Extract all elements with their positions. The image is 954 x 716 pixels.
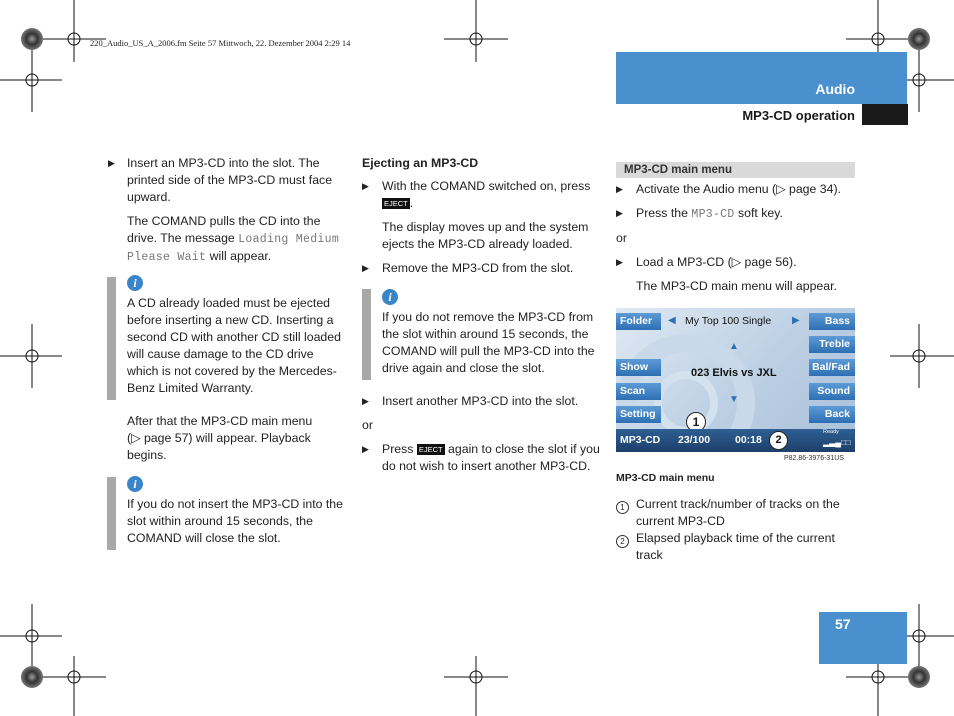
- paragraph-menu-appears: The MP3-CD main menu will appear.: [636, 279, 837, 293]
- legend-line: Elapsed playback time of the current: [636, 531, 835, 545]
- paragraph-pulls-cd: [108, 213, 353, 266]
- or-text: or: [616, 231, 627, 245]
- step-text: again to close the slot if you: [448, 442, 600, 456]
- signal-icon: ▂▃▄□□: [823, 438, 851, 447]
- section-title: Audio: [815, 81, 855, 97]
- comand-screen: [616, 308, 855, 452]
- folder-button[interactable]: Folder: [616, 313, 661, 330]
- step-line: printed side of the MP3-CD must face: [127, 173, 333, 187]
- arrow-up-icon[interactable]: ▲: [729, 341, 739, 352]
- legend-line: track: [636, 548, 663, 562]
- step-line: upward.: [127, 190, 171, 204]
- mp3-main-menu-bar: MP3-CD main menu: [616, 162, 855, 178]
- info-line: which is not covered by the Mercedes-: [127, 364, 337, 378]
- page-number-tab: [819, 612, 907, 664]
- bass-button[interactable]: Bass: [809, 313, 855, 330]
- info-bar: [107, 477, 116, 550]
- para-line: [127, 248, 353, 266]
- print-header: 220_Audio_US_A_2006.fm Seite 57 Mittwoch, 22. Dezember 2004 2:29 14: [90, 38, 351, 48]
- paragraph-display-moves: [362, 219, 607, 253]
- sound-button[interactable]: Sound: [809, 383, 855, 400]
- info-note-warranty: [127, 295, 352, 397]
- info-line: drive again and close the slot.: [382, 361, 545, 375]
- section-marker: [862, 104, 908, 125]
- circled-number: 1: [616, 501, 629, 514]
- arrow-left-icon[interactable]: ◀: [668, 315, 676, 326]
- scan-button[interactable]: Scan: [616, 383, 661, 400]
- para-line: (▷ page 57) will appear. Playback: [127, 431, 311, 445]
- info-line: COMAND will close the slot.: [127, 531, 281, 545]
- step-press-eject: ▶ With the COMAND switched on, press EJECT . The display moves up and the system ejects the MP3-CD already loaded. ▶ Remove the MP3-CD from the slot.: [362, 178, 607, 277]
- step-text: Press: [382, 442, 414, 456]
- setting-button[interactable]: Setting: [616, 406, 661, 423]
- softkey-label: MP3-CD: [691, 208, 735, 221]
- display-message: Loading Medium: [238, 233, 340, 246]
- page-number: 57: [835, 616, 851, 632]
- info-line: If you do not insert the MP3-CD into the: [127, 497, 343, 511]
- info-line: Benz Limited Warranty.: [127, 381, 254, 395]
- info-icon: i: [127, 275, 143, 291]
- marker-1: 1: [686, 412, 706, 432]
- info-icon: i: [382, 289, 398, 305]
- para-line: After that the MP3-CD main menu: [127, 414, 313, 428]
- para-line: begins.: [127, 448, 167, 462]
- status-time: 00:18: [735, 434, 762, 446]
- para-text: will appear.: [209, 249, 272, 263]
- legend-line: current MP3-CD: [636, 514, 725, 528]
- step-line: Insert another MP3-CD into the slot.: [382, 394, 579, 408]
- info-note-auto-pull: [382, 309, 607, 377]
- step-line: EJECT .: [384, 196, 414, 210]
- info-line: second CD with another CD still loaded: [127, 330, 341, 344]
- step-line: [636, 205, 861, 223]
- legend-item-1: [616, 496, 861, 530]
- para-text: drive. The message: [127, 231, 235, 245]
- step-text: Press the: [636, 206, 688, 220]
- eject-key: EJECT: [384, 199, 408, 209]
- show-button[interactable]: Show: [616, 359, 661, 376]
- info-note-timeout: [127, 496, 352, 547]
- info-line: the slot within around 15 seconds, the: [382, 327, 589, 341]
- paragraph-after-menu: [127, 413, 352, 464]
- step-insert-another: ▶ Insert another MP3-CD into the slot.: [362, 393, 607, 410]
- step-text: soft key.: [738, 206, 783, 220]
- info-line: will cause damage to the CD drive: [127, 347, 314, 361]
- subsection-title: MP3-CD operation: [742, 108, 855, 123]
- arrow-down-icon[interactable]: ▼: [729, 394, 739, 405]
- info-bar: [362, 289, 371, 380]
- step-press-softkey: ▶ Press the MP3-CD soft key.: [616, 205, 861, 223]
- para-line: The display moves up and the system: [382, 220, 589, 234]
- step-line: Load a MP3-CD (▷ page 56).: [636, 255, 797, 269]
- step-line: With the COMAND switched on, press: [382, 179, 591, 193]
- step-load-cd: ▶ Load a MP3-CD (▷ page 56).: [616, 254, 861, 271]
- status-bar: [616, 429, 855, 452]
- step-line: Remove the MP3-CD from the slot.: [382, 261, 574, 275]
- step-press-eject-again: ▶ Press EJECT again to close the slot if you do not wish to insert another MP3-CD.: [362, 441, 607, 475]
- info-line: If you do not remove the MP3-CD from: [382, 310, 594, 324]
- step-activate-audio: ▶ Activate the Audio menu (▷ page 34).: [616, 181, 861, 198]
- column-1: [108, 155, 353, 266]
- para-line: [127, 230, 353, 248]
- figure-id: P82.86-3976-31US: [784, 455, 844, 462]
- current-track: 023 Elvis vs JXL: [691, 367, 777, 379]
- info-line: COMAND will pull the MP3-CD into the: [382, 344, 595, 358]
- step-line: Insert an MP3-CD into the slot. The: [127, 156, 320, 170]
- status-source: MP3-CD: [620, 434, 661, 446]
- step-remove-cd: ▶ Remove the MP3-CD from the slot.: [362, 260, 607, 277]
- step-line: [382, 441, 607, 458]
- status-ready: Ready: [823, 429, 839, 435]
- treble-button[interactable]: Treble: [809, 336, 855, 353]
- legend-number-2: [616, 533, 629, 550]
- legend-item-2: [616, 530, 861, 564]
- para-line: ejects the MP3-CD already loaded.: [382, 237, 573, 251]
- bal-fad-button[interactable]: Bal/Fad: [809, 359, 855, 376]
- info-icon: i: [127, 476, 143, 492]
- legend-line: Current track/number of tracks on the: [636, 497, 840, 511]
- step-insert-cd: ▶ Insert an MP3-CD into the slot. The printed side of the MP3-CD must face upward.: [108, 155, 353, 206]
- figure-caption: MP3-CD main menu: [616, 472, 715, 484]
- para-line: The COMAND pulls the CD into the: [127, 214, 321, 228]
- folder-title: My Top 100 Single: [685, 315, 772, 327]
- column-3-steps: [616, 181, 861, 295]
- display-message: Please Wait: [127, 251, 207, 264]
- circled-number: 2: [616, 535, 629, 548]
- column-2-lower: [362, 393, 607, 475]
- info-line: A CD already loaded must be ejected: [127, 296, 331, 310]
- arrow-right-icon[interactable]: ▶: [792, 315, 800, 326]
- status-track: 23/100: [678, 434, 711, 446]
- step-line: Activate the Audio menu (▷ page 34).: [636, 182, 841, 196]
- heading-ejecting: Ejecting an MP3-CD: [362, 156, 479, 170]
- marker-2: 2: [769, 431, 788, 450]
- eject-key: EJECT: [418, 445, 443, 455]
- info-line: before inserting a new CD. Inserting a: [127, 313, 334, 327]
- legend-number-1: [616, 499, 629, 516]
- back-button[interactable]: Back: [809, 406, 855, 423]
- figure-legend: [616, 496, 861, 564]
- step-line: do not wish to insert another MP3-CD.: [382, 459, 591, 473]
- section-tab: [616, 52, 907, 104]
- or-text: or: [362, 418, 373, 432]
- info-bar: [107, 277, 116, 400]
- info-line: slot within around 15 seconds, the: [127, 514, 313, 528]
